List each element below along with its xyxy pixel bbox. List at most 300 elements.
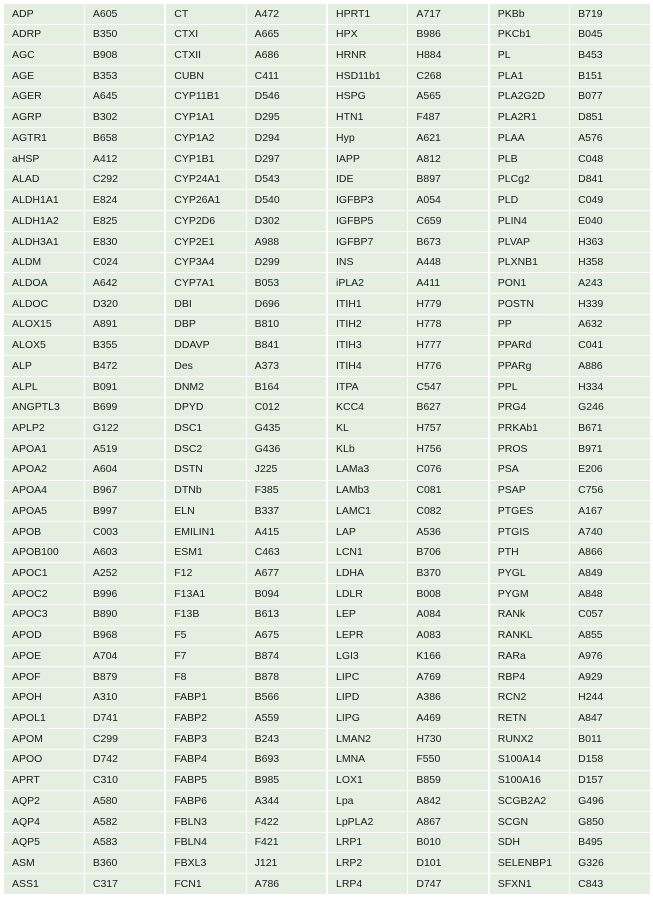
marker-name-cell: CYP24A1 <box>165 169 246 190</box>
code-cell: B627 <box>408 397 489 418</box>
marker-name-cell: PLA1 <box>489 66 570 87</box>
code-cell: B967 <box>84 480 165 501</box>
marker-name-cell: APOB100 <box>4 542 85 563</box>
marker-name-cell: AQP2 <box>4 791 85 812</box>
marker-name-cell: ASM <box>4 853 85 874</box>
marker-name-cell: LIPC <box>327 667 408 688</box>
code-cell: G496 <box>570 791 651 812</box>
table-row <box>4 501 651 522</box>
code-cell: D302 <box>246 211 327 232</box>
marker-name-cell: PYGL <box>489 563 570 584</box>
marker-name-cell: FABP4 <box>165 749 246 770</box>
code-cell: C012 <box>246 397 327 418</box>
code-cell: A645 <box>84 86 165 107</box>
marker-name-cell: FABP3 <box>165 729 246 750</box>
marker-name-cell: APLP2 <box>4 418 85 439</box>
marker-name-cell: RCN2 <box>489 687 570 708</box>
code-cell: B879 <box>84 667 165 688</box>
marker-name-cell: ALDH3A1 <box>4 231 85 252</box>
table-row <box>4 667 651 688</box>
code-cell: C292 <box>84 169 165 190</box>
marker-name-cell: CYP3A4 <box>165 252 246 273</box>
marker-name-cell: iPLA2 <box>327 273 408 294</box>
code-cell: E825 <box>84 211 165 232</box>
code-cell: A849 <box>570 563 651 584</box>
code-cell: G122 <box>84 418 165 439</box>
code-cell: B350 <box>84 24 165 45</box>
marker-name-cell: PLXNB1 <box>489 252 570 273</box>
marker-name-cell: CYP1A2 <box>165 128 246 149</box>
marker-name-cell: PLVAP <box>489 231 570 252</box>
marker-name-cell: PPL <box>489 376 570 397</box>
marker-name-cell: PL <box>489 45 570 66</box>
code-cell: A054 <box>408 190 489 211</box>
marker-name-cell: IDE <box>327 169 408 190</box>
code-cell: B878 <box>246 667 327 688</box>
marker-name-cell: PTH <box>489 542 570 563</box>
marker-name-cell: RBP4 <box>489 667 570 688</box>
code-cell: C317 <box>84 874 165 895</box>
marker-name-cell: APOA5 <box>4 501 85 522</box>
code-cell: D741 <box>84 708 165 729</box>
marker-name-cell: DPYD <box>165 397 246 418</box>
marker-name-cell: FABP5 <box>165 770 246 791</box>
table-row <box>4 521 651 542</box>
table-row <box>4 812 651 833</box>
table-row <box>4 770 651 791</box>
code-cell: A565 <box>408 86 489 107</box>
table-row <box>4 832 651 853</box>
marker-name-cell: HPRT1 <box>327 4 408 24</box>
code-cell: A603 <box>84 542 165 563</box>
code-cell: B091 <box>84 376 165 397</box>
marker-name-cell: SFXN1 <box>489 874 570 895</box>
marker-name-cell: PRKAb1 <box>489 418 570 439</box>
marker-name-cell: CTXI <box>165 24 246 45</box>
code-cell: B151 <box>570 66 651 87</box>
code-cell: G326 <box>570 853 651 874</box>
code-cell: B810 <box>246 314 327 335</box>
code-cell: B671 <box>570 418 651 439</box>
marker-name-cell: LAMb3 <box>327 480 408 501</box>
code-cell: A472 <box>246 4 327 24</box>
code-cell: F422 <box>246 812 327 833</box>
table-row <box>4 708 651 729</box>
marker-name-cell: ALDOC <box>4 294 85 315</box>
code-cell: K166 <box>408 646 489 667</box>
marker-name-cell: LGI3 <box>327 646 408 667</box>
code-cell: H779 <box>408 294 489 315</box>
code-cell: A866 <box>570 542 651 563</box>
code-cell: C843 <box>570 874 651 895</box>
table-row <box>4 356 651 377</box>
marker-name-cell: FABP1 <box>165 687 246 708</box>
marker-name-cell: HSD11b1 <box>327 66 408 87</box>
code-cell: B673 <box>408 231 489 252</box>
table-row <box>4 231 651 252</box>
marker-name-cell: ITIH3 <box>327 335 408 356</box>
code-cell: D101 <box>408 853 489 874</box>
code-cell: D747 <box>408 874 489 895</box>
marker-name-cell: FCN1 <box>165 874 246 895</box>
code-cell: A665 <box>246 24 327 45</box>
marker-name-cell: KLb <box>327 439 408 460</box>
code-cell: D295 <box>246 107 327 128</box>
marker-name-cell: PYGM <box>489 584 570 605</box>
marker-name-cell: LRP4 <box>327 874 408 895</box>
code-cell: H363 <box>570 231 651 252</box>
marker-name-cell: DTNb <box>165 480 246 501</box>
code-cell: B472 <box>84 356 165 377</box>
table-body <box>4 4 651 894</box>
table-row <box>4 397 651 418</box>
marker-name-cell: APOC1 <box>4 563 85 584</box>
code-cell: H756 <box>408 439 489 460</box>
code-cell: D742 <box>84 749 165 770</box>
marker-name-cell: LIPG <box>327 708 408 729</box>
marker-name-cell: DSC2 <box>165 439 246 460</box>
table-row <box>4 542 651 563</box>
code-cell: B699 <box>84 397 165 418</box>
marker-name-cell: KCC4 <box>327 397 408 418</box>
code-cell: F487 <box>408 107 489 128</box>
table-row <box>4 211 651 232</box>
code-cell: A519 <box>84 439 165 460</box>
code-cell: B077 <box>570 86 651 107</box>
code-cell: B613 <box>246 604 327 625</box>
code-cell: A386 <box>408 687 489 708</box>
code-cell: B011 <box>570 729 651 750</box>
marker-name-cell: LEPR <box>327 625 408 646</box>
code-cell: A847 <box>570 708 651 729</box>
table-row <box>4 729 651 750</box>
code-cell: A559 <box>246 708 327 729</box>
code-cell: C057 <box>570 604 651 625</box>
marker-name-cell: PKBb <box>489 4 570 24</box>
marker-name-cell: PLD <box>489 190 570 211</box>
code-cell: J225 <box>246 459 327 480</box>
code-cell: A310 <box>84 687 165 708</box>
marker-name-cell: AQP5 <box>4 832 85 853</box>
marker-name-cell: APOA1 <box>4 439 85 460</box>
marker-name-cell: APOO <box>4 749 85 770</box>
code-cell: C081 <box>408 480 489 501</box>
code-cell: B841 <box>246 335 327 356</box>
code-cell: D320 <box>84 294 165 315</box>
marker-name-cell: IGFBP5 <box>327 211 408 232</box>
code-cell: B719 <box>570 4 651 24</box>
marker-name-cell: APOM <box>4 729 85 750</box>
code-cell: B045 <box>570 24 651 45</box>
table-row <box>4 66 651 87</box>
marker-name-cell: F8 <box>165 667 246 688</box>
code-cell: E824 <box>84 190 165 211</box>
marker-name-cell: APOA4 <box>4 480 85 501</box>
marker-name-cell: APOA2 <box>4 459 85 480</box>
code-cell: D158 <box>570 749 651 770</box>
code-cell: C411 <box>246 66 327 87</box>
code-cell: B874 <box>246 646 327 667</box>
marker-name-cell: AQP4 <box>4 812 85 833</box>
table-row <box>4 86 651 107</box>
marker-name-cell: FABP6 <box>165 791 246 812</box>
code-cell: A855 <box>570 625 651 646</box>
table-row <box>4 149 651 170</box>
marker-name-cell: DNM2 <box>165 376 246 397</box>
table-row <box>4 252 651 273</box>
code-cell: C024 <box>84 252 165 273</box>
marker-name-cell: CYP7A1 <box>165 273 246 294</box>
marker-name-cell: CTXII <box>165 45 246 66</box>
marker-name-cell: FBLN3 <box>165 812 246 833</box>
code-cell: A469 <box>408 708 489 729</box>
marker-name-cell: APOB <box>4 521 85 542</box>
code-cell: H776 <box>408 356 489 377</box>
marker-name-cell: ELN <box>165 501 246 522</box>
code-cell: D696 <box>246 294 327 315</box>
marker-name-cell: CYP11B1 <box>165 86 246 107</box>
code-cell: A786 <box>246 874 327 895</box>
marker-name-cell: PLAA <box>489 128 570 149</box>
code-cell: C547 <box>408 376 489 397</box>
marker-name-cell: FABP2 <box>165 708 246 729</box>
table-row <box>4 273 651 294</box>
marker-name-cell: CUBN <box>165 66 246 87</box>
marker-name-cell: ADP <box>4 4 85 24</box>
code-cell: B010 <box>408 832 489 853</box>
marker-name-cell: CYP26A1 <box>165 190 246 211</box>
code-cell: E040 <box>570 211 651 232</box>
marker-name-cell: HTN1 <box>327 107 408 128</box>
marker-name-cell: EMILIN1 <box>165 521 246 542</box>
table-row <box>4 687 651 708</box>
code-cell: C310 <box>84 770 165 791</box>
code-cell: D294 <box>246 128 327 149</box>
code-cell: A167 <box>570 501 651 522</box>
marker-name-cell: ANGPTL3 <box>4 397 85 418</box>
marker-name-cell: SCGB2A2 <box>489 791 570 812</box>
code-cell: A412 <box>84 149 165 170</box>
code-cell: A867 <box>408 812 489 833</box>
marker-name-cell: HPX <box>327 24 408 45</box>
marker-name-cell: IAPP <box>327 149 408 170</box>
marker-name-cell: PTGES <box>489 501 570 522</box>
code-cell: D543 <box>246 169 327 190</box>
marker-name-cell: ITIH2 <box>327 314 408 335</box>
table-row <box>4 376 651 397</box>
code-cell: B243 <box>246 729 327 750</box>
marker-name-cell: SDH <box>489 832 570 853</box>
code-cell: E830 <box>84 231 165 252</box>
marker-name-cell: RUNX2 <box>489 729 570 750</box>
marker-name-cell: AGC <box>4 45 85 66</box>
table-row <box>4 791 651 812</box>
marker-name-cell: RARa <box>489 646 570 667</box>
table-row <box>4 418 651 439</box>
marker-name-cell: PTGIS <box>489 521 570 542</box>
code-cell: A929 <box>570 667 651 688</box>
marker-name-cell: PP <box>489 314 570 335</box>
code-cell: G436 <box>246 439 327 460</box>
code-cell: A769 <box>408 667 489 688</box>
marker-name-cell: ALP <box>4 356 85 377</box>
code-cell: C041 <box>570 335 651 356</box>
code-cell: H334 <box>570 376 651 397</box>
code-cell: B353 <box>84 66 165 87</box>
marker-name-cell: IGFBP7 <box>327 231 408 252</box>
code-cell: A842 <box>408 791 489 812</box>
marker-name-cell: ALOX5 <box>4 335 85 356</box>
marker-name-cell: DBP <box>165 314 246 335</box>
code-cell: B302 <box>84 107 165 128</box>
marker-name-cell: ADRP <box>4 24 85 45</box>
code-cell: G435 <box>246 418 327 439</box>
code-cell: J121 <box>246 853 327 874</box>
marker-name-cell: DSC1 <box>165 418 246 439</box>
marker-name-cell: DDAVP <box>165 335 246 356</box>
table-row <box>4 128 651 149</box>
code-cell: A677 <box>246 563 327 584</box>
code-cell: E206 <box>570 459 651 480</box>
marker-name-cell: ALDM <box>4 252 85 273</box>
marker-name-cell: ASS1 <box>4 874 85 895</box>
code-cell: C048 <box>570 149 651 170</box>
marker-name-cell: APOC3 <box>4 604 85 625</box>
marker-name-cell: LAMC1 <box>327 501 408 522</box>
code-cell: F385 <box>246 480 327 501</box>
code-cell: H884 <box>408 45 489 66</box>
code-cell: A083 <box>408 625 489 646</box>
marker-name-cell: AGRP <box>4 107 85 128</box>
marker-name-cell: LAMa3 <box>327 459 408 480</box>
marker-name-cell: LRP1 <box>327 832 408 853</box>
marker-name-cell: KL <box>327 418 408 439</box>
code-cell: A988 <box>246 231 327 252</box>
code-cell: D297 <box>246 149 327 170</box>
code-cell: A252 <box>84 563 165 584</box>
table-row <box>4 294 651 315</box>
code-cell: A812 <box>408 149 489 170</box>
code-cell: C049 <box>570 190 651 211</box>
code-cell: B495 <box>570 832 651 853</box>
code-cell: C463 <box>246 542 327 563</box>
marker-name-cell: PLA2G2D <box>489 86 570 107</box>
marker-name-cell: RANKL <box>489 625 570 646</box>
marker-name-cell: RANk <box>489 604 570 625</box>
code-cell: D540 <box>246 190 327 211</box>
code-cell: B908 <box>84 45 165 66</box>
table-row <box>4 604 651 625</box>
marker-name-cell: APOH <box>4 687 85 708</box>
marker-name-cell: aHSP <box>4 149 85 170</box>
code-cell: F421 <box>246 832 327 853</box>
marker-name-cell: ITIH4 <box>327 356 408 377</box>
code-cell: B337 <box>246 501 327 522</box>
marker-name-cell: LMNA <box>327 749 408 770</box>
code-cell: A576 <box>570 128 651 149</box>
marker-name-cell: LDLR <box>327 584 408 605</box>
marker-name-cell: F12 <box>165 563 246 584</box>
marker-name-cell: LOX1 <box>327 770 408 791</box>
code-cell: A686 <box>246 45 327 66</box>
code-cell: C003 <box>84 521 165 542</box>
code-cell: B968 <box>84 625 165 646</box>
code-cell: A604 <box>84 459 165 480</box>
marker-name-cell: PON1 <box>489 273 570 294</box>
code-cell: B360 <box>84 853 165 874</box>
table-row <box>4 563 651 584</box>
marker-name-cell: PPARd <box>489 335 570 356</box>
marker-name-cell: APOD <box>4 625 85 646</box>
code-cell: A411 <box>408 273 489 294</box>
code-cell: A582 <box>84 812 165 833</box>
code-cell: B693 <box>246 749 327 770</box>
code-cell: D157 <box>570 770 651 791</box>
code-cell: D546 <box>246 86 327 107</box>
code-cell: H757 <box>408 418 489 439</box>
code-cell: A583 <box>84 832 165 853</box>
marker-name-cell: PSA <box>489 459 570 480</box>
marker-name-cell: ALAD <box>4 169 85 190</box>
code-cell: C082 <box>408 501 489 522</box>
marker-name-cell: F13B <box>165 604 246 625</box>
code-cell: H730 <box>408 729 489 750</box>
code-cell: H777 <box>408 335 489 356</box>
code-cell: A642 <box>84 273 165 294</box>
code-cell: B053 <box>246 273 327 294</box>
code-cell: H778 <box>408 314 489 335</box>
code-cell: A848 <box>570 584 651 605</box>
marker-name-cell: APOF <box>4 667 85 688</box>
marker-name-cell: LCN1 <box>327 542 408 563</box>
table-row <box>4 874 651 895</box>
code-cell: C659 <box>408 211 489 232</box>
code-cell: B971 <box>570 439 651 460</box>
code-cell: C268 <box>408 66 489 87</box>
marker-name-cell: S100A16 <box>489 770 570 791</box>
code-cell: B859 <box>408 770 489 791</box>
marker-name-cell: SCGN <box>489 812 570 833</box>
marker-name-cell: LRP2 <box>327 853 408 874</box>
code-cell: A976 <box>570 646 651 667</box>
marker-name-cell: PRG4 <box>489 397 570 418</box>
code-cell: A536 <box>408 521 489 542</box>
marker-name-cell: CYP2E1 <box>165 231 246 252</box>
code-cell: A373 <box>246 356 327 377</box>
code-cell: B370 <box>408 563 489 584</box>
code-cell: A717 <box>408 4 489 24</box>
marker-name-cell: ITPA <box>327 376 408 397</box>
marker-name-cell: LMAN2 <box>327 729 408 750</box>
marker-name-cell: Des <box>165 356 246 377</box>
code-cell: B706 <box>408 542 489 563</box>
marker-name-cell: AGTR1 <box>4 128 85 149</box>
marker-name-cell: F7 <box>165 646 246 667</box>
marker-name-cell: PKCb1 <box>489 24 570 45</box>
marker-name-cell: DBI <box>165 294 246 315</box>
table-row <box>4 480 651 501</box>
table-row <box>4 625 651 646</box>
marker-name-cell: CT <box>165 4 246 24</box>
code-cell: A605 <box>84 4 165 24</box>
table-row <box>4 459 651 480</box>
code-cell: D299 <box>246 252 327 273</box>
marker-name-cell: F5 <box>165 625 246 646</box>
marker-name-cell: PPARg <box>489 356 570 377</box>
marker-name-cell: ALDOA <box>4 273 85 294</box>
code-cell: B355 <box>84 335 165 356</box>
code-cell: B094 <box>246 584 327 605</box>
